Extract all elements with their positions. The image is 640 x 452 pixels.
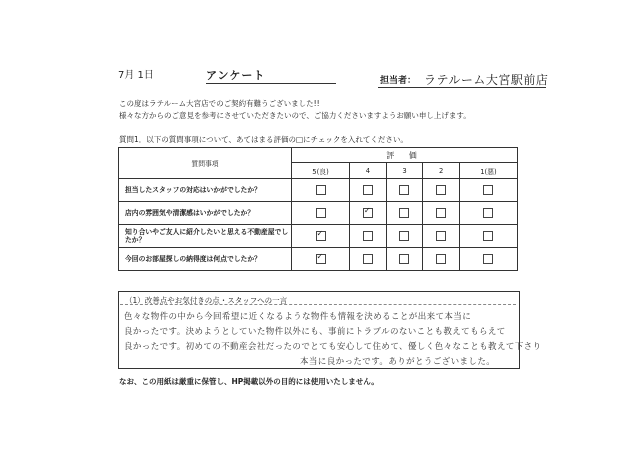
rating-cell xyxy=(423,202,460,225)
rating-checkbox[interactable] xyxy=(399,231,409,241)
rating-checkbox[interactable] xyxy=(399,254,409,264)
intro-line-2: 様々な方からのご意見を参考にさせていただきたいので、ご協力くださいますようお願い申し上げます。 xyxy=(119,111,471,120)
rating-cell xyxy=(459,202,517,225)
comment-line-3: 良かったです。初めての不動産会社だったのでとても安心して住めて、優しく色々なことも教えて下さり xyxy=(124,342,542,352)
question-instruction: 質問1．以下の質問事項について、あてはまる評価の□にチェックを入れてください。 xyxy=(119,135,408,144)
rating-cell xyxy=(386,248,423,271)
rating-cell xyxy=(459,225,517,248)
question-text: 店内の雰囲気や清潔感はいかがでしたか？ xyxy=(119,202,292,225)
scale-1: 1(悪) xyxy=(459,163,517,179)
rating-cell xyxy=(292,248,350,271)
rating-checkbox[interactable] xyxy=(399,185,409,195)
rating-cell xyxy=(386,225,423,248)
rating-checkbox[interactable] xyxy=(316,185,326,195)
rating-cell xyxy=(459,248,517,271)
survey-date: 7月 1日 xyxy=(118,70,154,81)
rating-checkbox[interactable] xyxy=(363,208,373,218)
rating-cell xyxy=(350,248,387,271)
rating-cell xyxy=(292,225,350,248)
rating-cell xyxy=(459,179,517,202)
question-text: 今回のお部屋探しの納得度は何点でしたか？ xyxy=(119,248,292,271)
rating-checkbox[interactable] xyxy=(399,208,409,218)
rating-checkbox[interactable] xyxy=(436,185,446,195)
rating-checkbox[interactable] xyxy=(483,254,493,264)
rating-cell xyxy=(350,202,387,225)
rating-cell xyxy=(350,179,387,202)
rating-checkbox[interactable] xyxy=(483,231,493,241)
item-header: 質問事項 xyxy=(119,148,292,179)
scale-4: 4 xyxy=(350,163,387,179)
rating-cell xyxy=(292,179,350,202)
scale-3: 3 xyxy=(386,163,423,179)
survey-title: アンケート xyxy=(206,69,266,82)
table-row xyxy=(119,248,518,271)
comment-line-1: 色々な物件の中から今回希望に近くなるような物件も情報を決めることが出来て本当に xyxy=(124,312,472,322)
rating-checkbox[interactable] xyxy=(363,231,373,241)
question-text: 知り合いやご友人に紹介したいと思える不動産屋でしたか？ xyxy=(119,225,292,248)
rating-checkbox[interactable] xyxy=(316,254,326,264)
rating-checkbox[interactable] xyxy=(316,231,326,241)
rating-checkbox[interactable] xyxy=(483,185,493,195)
eval-header: 評 価 xyxy=(292,148,518,163)
rating-cell xyxy=(292,202,350,225)
rating-cell xyxy=(386,179,423,202)
rating-checkbox[interactable] xyxy=(436,231,446,241)
title-underline xyxy=(206,83,336,84)
rating-checkbox[interactable] xyxy=(483,208,493,218)
staff-underline xyxy=(378,87,546,88)
comment-divider xyxy=(120,304,516,306)
rating-checkbox[interactable] xyxy=(436,208,446,218)
rating-cell xyxy=(423,179,460,202)
scale-5: 5(良) xyxy=(292,163,350,179)
comment-line-2: 良かったです。決めようとしていた物件以外にも、事前にトラブルのないことも教えてもらえて xyxy=(124,327,506,337)
staff-store-name: ラテルーム大宮駅前店 xyxy=(424,73,549,87)
question-text: 担当したスタッフの対応はいかがでしたか？ xyxy=(119,179,292,202)
rating-checkbox[interactable] xyxy=(363,185,373,195)
table-row xyxy=(119,202,518,225)
staff-label: 担当者： xyxy=(380,76,417,86)
rating-checkbox[interactable] xyxy=(316,208,326,218)
rating-cell xyxy=(386,202,423,225)
rating-table xyxy=(118,147,518,271)
rating-cell xyxy=(423,248,460,271)
footer-note: なお、この用紙は厳重に保管し、HP掲載以外の目的には使用いたしません。 xyxy=(119,377,379,386)
rating-checkbox[interactable] xyxy=(436,254,446,264)
comment-label: （1）改善点やお気付きの点・スタッフへの一言 xyxy=(125,296,288,305)
intro-line-1: この度はラテルーム大宮店でのご契約有難うございました!! xyxy=(119,99,320,108)
table-row xyxy=(119,225,518,248)
table-row xyxy=(119,179,518,202)
scale-2: 2 xyxy=(423,163,460,179)
rating-checkbox[interactable] xyxy=(363,254,373,264)
rating-cell xyxy=(350,225,387,248)
rating-cell xyxy=(423,225,460,248)
comment-line-4: 本当に良かったです。ありがとうございました。 xyxy=(300,357,496,367)
